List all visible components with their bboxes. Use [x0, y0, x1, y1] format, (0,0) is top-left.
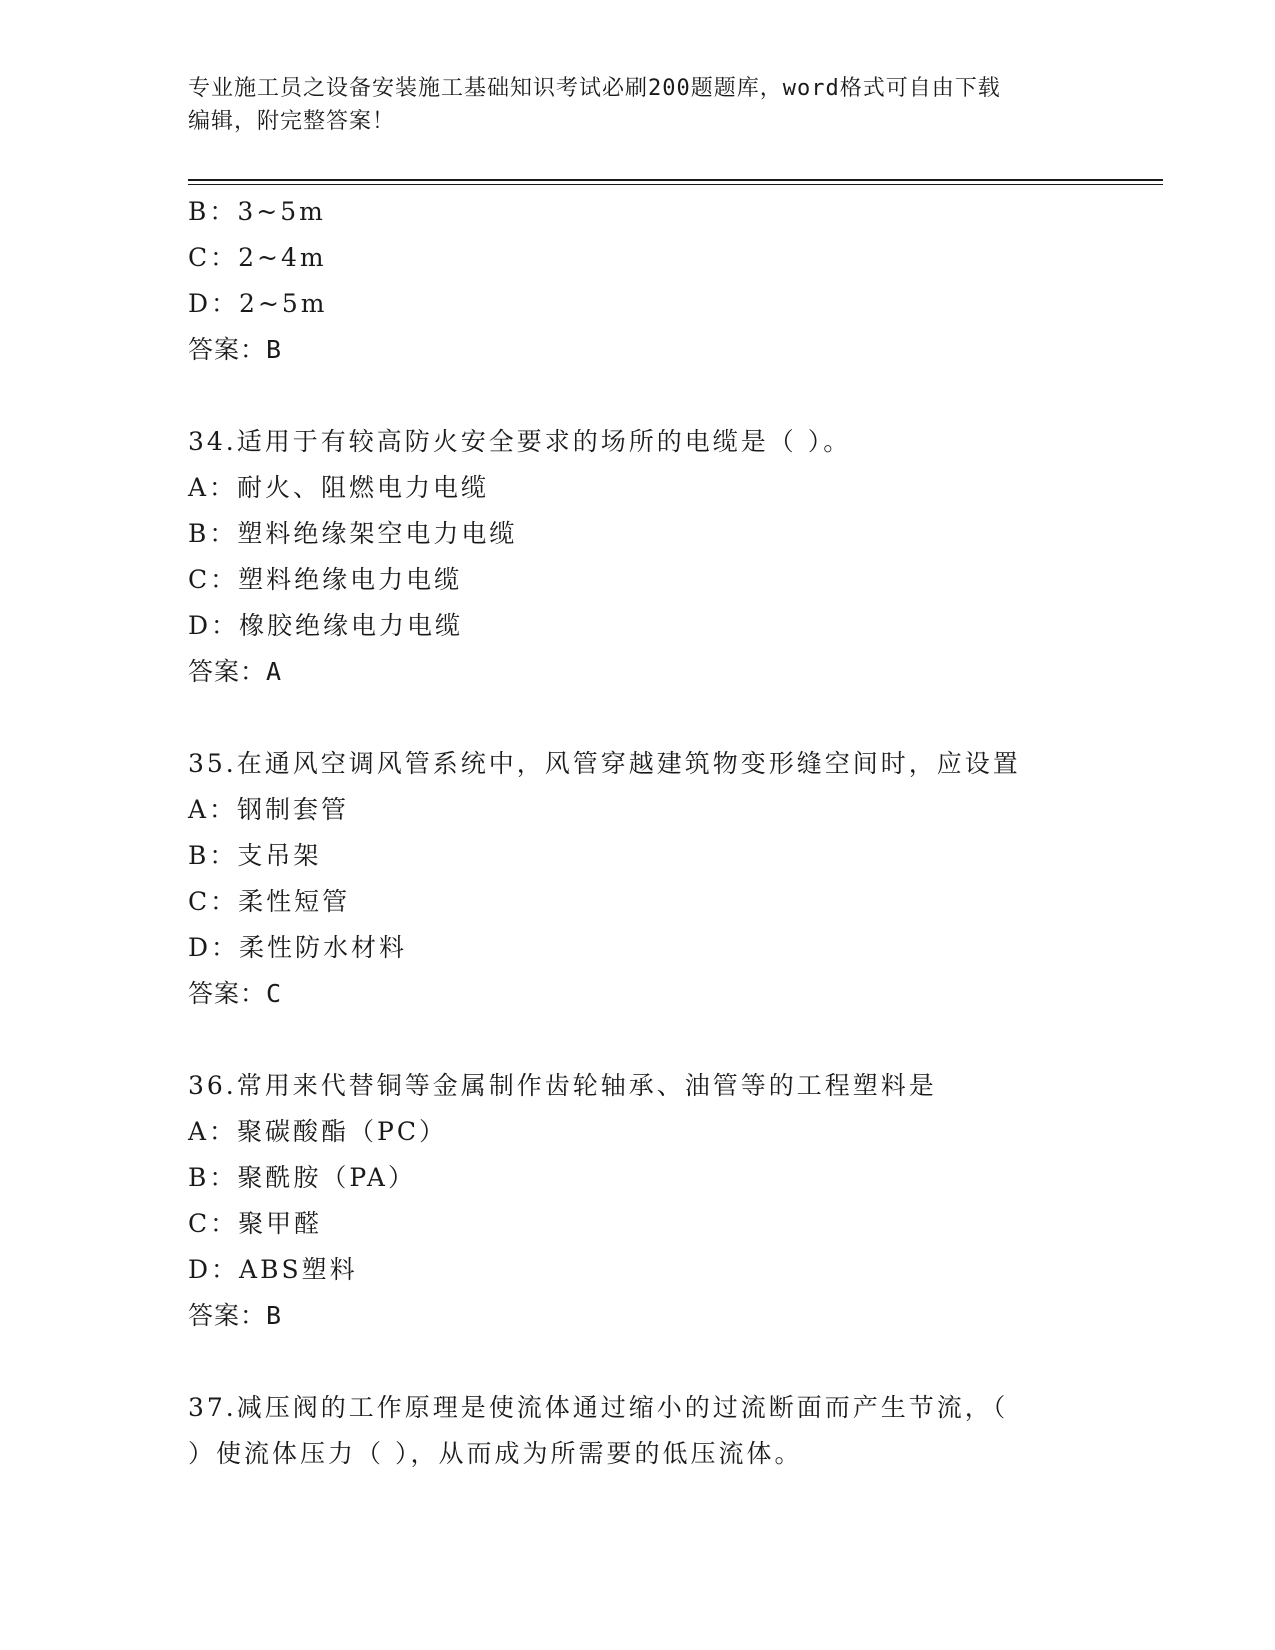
- question-stem-line-1: 37.减压阀的工作原理是使流体通过缩小的过流断面而产生节流，（: [188, 1393, 1009, 1422]
- option-c: C：塑料绝缘电力电缆: [188, 565, 463, 594]
- option-d: D：橡胶绝缘电力电缆: [188, 611, 464, 640]
- option-a: A：钢制套管: [188, 795, 350, 824]
- question-stem: 35.在通风空调风管系统中，风管穿越建筑物变形缝空间时，应设置: [188, 749, 1021, 778]
- option-b: B：聚酰胺（PA）: [188, 1163, 416, 1192]
- question-35: [188, 741, 1088, 1017]
- option-c: C：2~4m: [188, 243, 327, 272]
- answer-line: 答案：C: [188, 979, 283, 1008]
- question-33-continued: [188, 189, 1088, 373]
- option-a: A：聚碳酸酯（PC）: [188, 1117, 448, 1146]
- header-line-1: 专业施工员之设备安装施工基础知识考试必刷200题题库，word格式可自由下载: [188, 76, 1001, 101]
- option-c: C：聚甲醛: [188, 1209, 323, 1238]
- option-b: B：塑料绝缘架空电力电缆: [188, 519, 518, 548]
- spacer: [188, 695, 1088, 741]
- option-d: D：2~5m: [188, 289, 328, 318]
- answer-line: 答案：A: [188, 657, 283, 686]
- answer-line: 答案：B: [188, 335, 283, 364]
- option-d: D：ABS塑料: [188, 1255, 358, 1284]
- spacer: [188, 1339, 1088, 1385]
- spacer: [188, 1017, 1088, 1063]
- header-line-2: 编辑，附完整答案！: [188, 109, 396, 134]
- question-37: [188, 1385, 1088, 1477]
- document-body: [188, 189, 1088, 1477]
- page-header: [188, 72, 1088, 138]
- question-stem: 34.适用于有较高防火安全要求的场所的电缆是（ ）。: [188, 427, 852, 456]
- header-rule-thick: [188, 179, 1163, 181]
- question-36: [188, 1063, 1088, 1339]
- question-34: [188, 419, 1088, 695]
- option-b: B：支吊架: [188, 841, 322, 870]
- question-stem: 36.常用来代替铜等金属制作齿轮轴承、油管等的工程塑料是: [188, 1071, 937, 1100]
- question-stem-line-2: ）使流体压力（ ），从而成为所需要的低压流体。: [188, 1439, 803, 1468]
- option-a: A：耐火、阻燃电力电缆: [188, 473, 490, 502]
- header-rule-thin: [188, 184, 1163, 185]
- option-c: C：柔性短管: [188, 887, 351, 916]
- spacer: [188, 373, 1088, 419]
- option-b: B：3~5m: [188, 197, 326, 226]
- option-d: D：柔性防水材料: [188, 933, 408, 962]
- answer-line: 答案：B: [188, 1301, 283, 1330]
